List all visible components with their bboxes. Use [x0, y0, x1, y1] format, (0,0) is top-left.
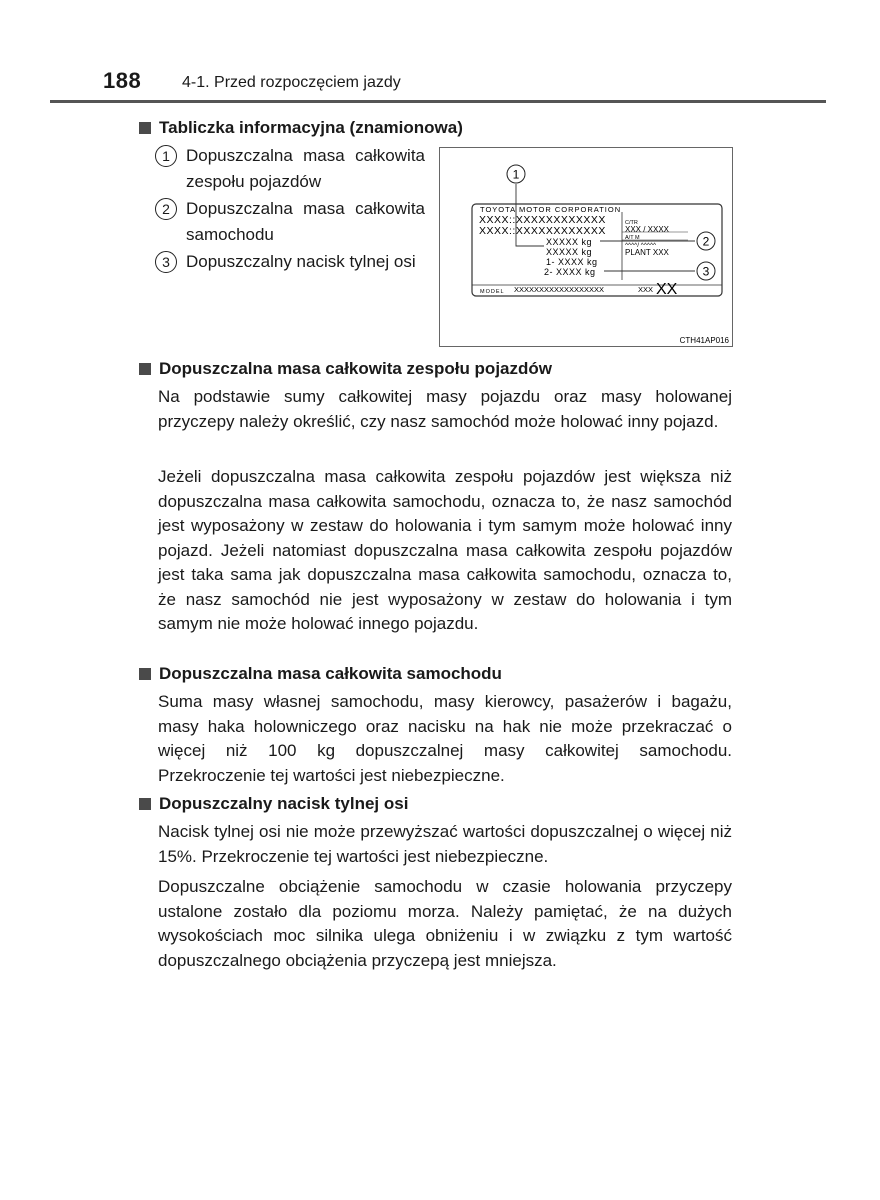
section-heading-text: Dopuszczalna masa całkowita samochodu — [159, 664, 502, 683]
page-number: 188 — [103, 68, 142, 93]
square-bullet-icon — [139, 363, 151, 375]
chapter-title: 4-1. Przed rozpoczęciem jazdy — [182, 74, 401, 91]
info-plate-diagram — [440, 148, 734, 348]
plate-weight-2: XXXXX kg — [546, 247, 593, 257]
plate-ctr-label: C/TR — [625, 220, 638, 226]
list-item — [155, 196, 425, 248]
callout-1-number: 1 — [512, 167, 520, 182]
square-bullet-icon — [139, 122, 151, 134]
circled-number-3: 3 — [155, 251, 177, 273]
callout-3-number: 3 — [702, 264, 710, 279]
plate-ctr-value: XXX / XXXX — [625, 225, 670, 234]
plate-header-a: TOYOTA — [480, 205, 517, 214]
figure-code: CTH41AP016 — [679, 336, 729, 345]
paragraph: Dopuszczalne obciążenie samochodu w czasie holowania przyczepy ustalone zostało dla poziomu morza. Należy pamiętać, że na dużych wysokościach moc silnika ulega obniżeniu i w związku z tym wartość dopuszczalnego obciążenia przyczepą jest mniejsza. — [158, 877, 732, 970]
section-heading-text: Tabliczka informacyjna (znamionowa) — [159, 118, 463, 137]
paragraph: Suma masy własnej samochodu, masy kierowcy, pasażerów i bagażu, masy haka holowniczego oraz nacisku na hak nie może przekraczać o więcej niż 100 kg dopuszczalnej masy całkowitej samochodu. Przekroczenie tej wartości jest niebezpieczne. — [158, 692, 732, 785]
square-bullet-icon — [139, 668, 151, 680]
info-plate-figure — [439, 147, 733, 347]
callout-2-number: 2 — [702, 234, 710, 249]
list-item — [155, 249, 425, 275]
paragraph: Na podstawie sumy całkowitej masy pojazdu oraz masy holowanej przyczepy należy określić, czy nasz samochód może holować inny pojazd. — [158, 387, 732, 431]
section-heading-text: Dopuszczalny nacisk tylnej osi — [159, 794, 409, 813]
plate-atm-label: A/T M — [625, 235, 640, 241]
plate-axle-1: 1- XXXX kg — [546, 257, 598, 267]
section-heading-text: Dopuszczalna masa całkowita zespołu pojazdów — [159, 359, 552, 378]
list-item-text: Dopuszczalna masa całkowita samochodu — [186, 199, 425, 244]
circled-number-2: 2 — [155, 198, 177, 220]
section-heading-info-plate — [139, 118, 463, 138]
plate-model-suffix: XXX — [638, 285, 654, 294]
circled-number-1: 1 — [155, 145, 177, 167]
section-heading-combined-mass — [139, 359, 552, 379]
section-heading-vehicle-mass — [139, 664, 502, 684]
plate-header-b: MOTOR CORPORATION — [519, 205, 622, 214]
plate-axle-2: 2- XXXX kg — [544, 267, 596, 277]
plate-weight-1: XXXXX kg — [546, 237, 593, 247]
paragraph: Nacisk tylnej osi nie może przewyższać wartości dopuszczalnej o więcej niż 15%. Przekroczenie tej wartości jest niebezpieczne. — [158, 822, 732, 866]
plate-model-value: XXXXXXXXXXXXXXXXXX — [514, 285, 605, 294]
info-plate-list — [155, 143, 425, 276]
header-divider — [50, 100, 826, 103]
plate-wave: ^^^^/ ^^^^^ — [625, 242, 657, 249]
plate-row-2: XXXX::XXXXXXXXXXXX — [479, 225, 606, 237]
paragraph: Jeżeli dopuszczalna masa całkowita zespołu pojazdów jest większa niż dopuszczalna masa całkowita samochodu, oznacza to, że nasz samochód jest wyposażony w zestaw do holowania i tym samym może holować inny pojazd. Jeżeli natomiast dopuszczalna masa całkowita zespołu pojazdów jest taka sama jak dopuszczalna masa całkowita samochodu, oznacza to, że nasz samochód nie jest wyposażony w zestaw do holowania i tym samym nie może holować innego pojazdu. — [158, 467, 732, 633]
plate-plant: PLANT XXX — [625, 248, 669, 257]
list-item — [155, 143, 425, 195]
plate-row-1: XXXX::XXXXXXXXXXXX — [479, 214, 606, 226]
plate-model-big: XX — [656, 281, 678, 298]
list-item-text: Dopuszczalna masa całkowita zespołu pojazdów — [186, 146, 425, 191]
square-bullet-icon — [139, 798, 151, 810]
section-heading-rear-axle — [139, 794, 408, 814]
plate-model-label: MODEL — [480, 289, 505, 295]
list-item-text: Dopuszczalny nacisk tylnej osi — [186, 252, 416, 271]
